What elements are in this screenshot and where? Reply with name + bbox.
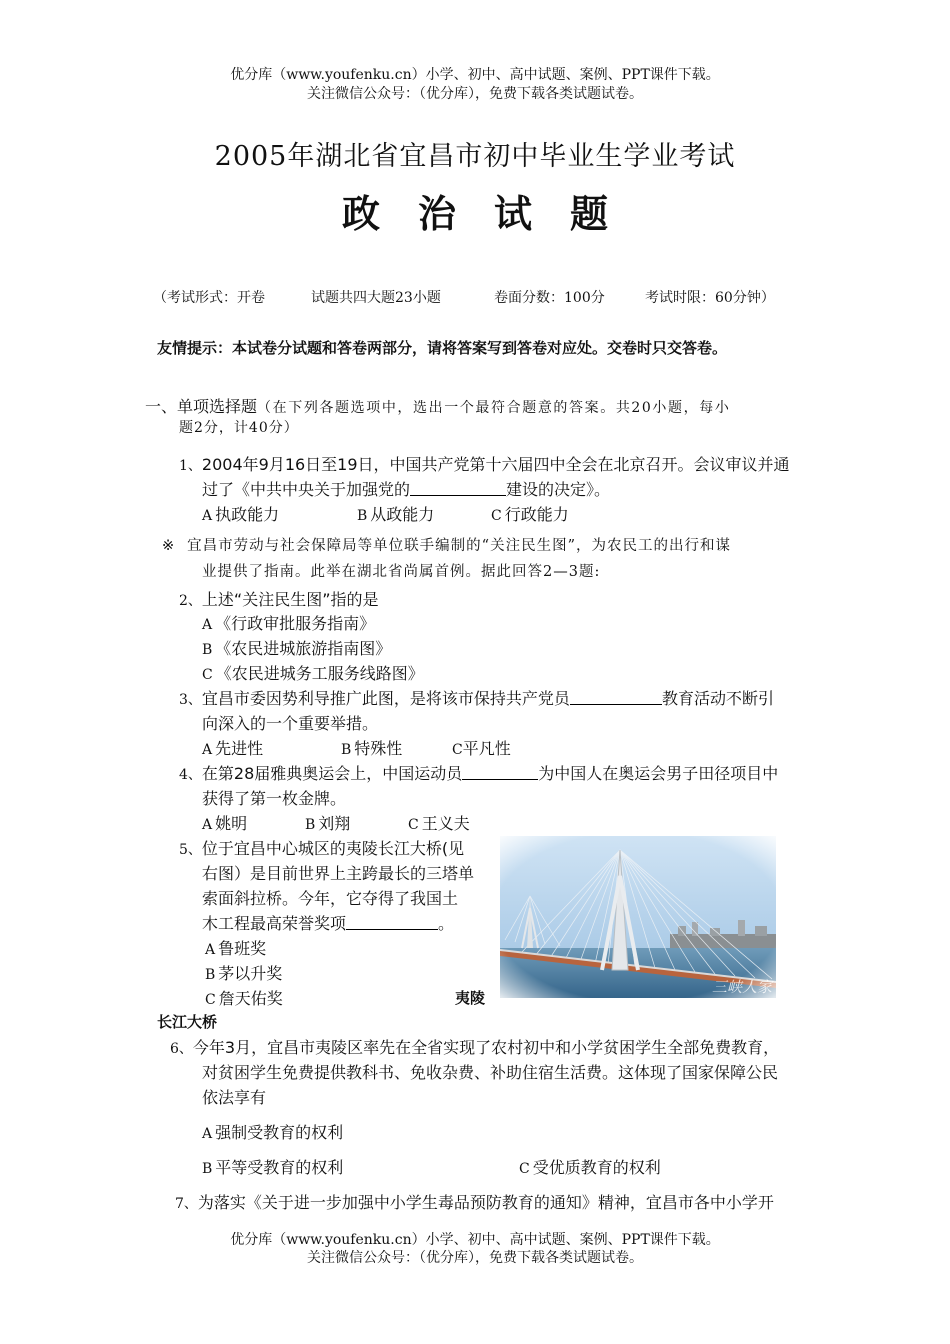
option-text: 茅以升奖 bbox=[218, 964, 283, 983]
exam-title: 2005年湖北省宜昌市初中毕业生学业考试 bbox=[214, 141, 736, 172]
question-6-line-3: 依法享有 bbox=[202, 1088, 267, 1107]
option-letter: B bbox=[202, 642, 213, 658]
note-text: 宜昌市劳动与社会保障局等单位联手编制的“关注民生图”，为农民工的出行和谋 bbox=[187, 538, 731, 554]
option-text: 执政能力 bbox=[215, 505, 280, 524]
friendly-tip: 友情提示：本试卷分试题和答卷两部分，请将答案写到答卷对应处。交卷时只交答卷。 bbox=[157, 339, 728, 357]
question-5 bbox=[179, 836, 464, 863]
option-letter: A bbox=[205, 942, 216, 958]
question-number: 3、 bbox=[179, 692, 202, 708]
option-b[interactable] bbox=[205, 961, 282, 984]
question-3-line-2: 向深入的一个重要举措。 bbox=[202, 714, 379, 733]
option-c[interactable] bbox=[408, 811, 470, 834]
header-line-2: 关注微信公众号：（优分库），免费下载各类试题试卷。 bbox=[307, 86, 643, 102]
question-text: 位于宜昌中心城区的夷陵长江大桥(见 bbox=[201, 839, 465, 858]
answer-blank bbox=[462, 765, 538, 780]
option-text: 强制受教育的权利 bbox=[215, 1123, 344, 1142]
option-a[interactable] bbox=[202, 502, 279, 525]
question-5-line-3: 索面斜拉桥。今年，它夺得了我国土 bbox=[202, 889, 459, 908]
section-label: 一、单项选择题 bbox=[145, 397, 258, 416]
option-text: 平凡性 bbox=[462, 739, 511, 758]
option-letter: B bbox=[341, 742, 352, 758]
footer-line-1: 优分库（www.youfenku.cn）小学、初中、高中试题、案例、PPT课件下载。 bbox=[230, 1232, 720, 1248]
option-c[interactable] bbox=[491, 502, 569, 525]
option-a[interactable] bbox=[202, 736, 263, 759]
option-text: 特殊性 bbox=[354, 739, 403, 758]
option-letter: A bbox=[202, 742, 213, 758]
option-b[interactable] bbox=[202, 636, 391, 659]
subject-title: 政治试题 bbox=[341, 191, 646, 236]
question-text: 为中国人在奥运会男子田径项目中 bbox=[538, 764, 779, 783]
option-text: 姚明 bbox=[215, 814, 248, 833]
question-text: 。 bbox=[438, 914, 455, 933]
option-c[interactable] bbox=[202, 661, 424, 684]
question-text: 为落实《关于进一步加强中小学生毒品预防教育的通知》精神，宜昌市各中小学开 bbox=[197, 1193, 774, 1212]
option-b[interactable] bbox=[357, 502, 434, 525]
option-text: 《农民进城旅游指南图》 bbox=[215, 639, 392, 658]
option-text: 平等受教育的权利 bbox=[215, 1158, 344, 1177]
question-7 bbox=[175, 1190, 774, 1217]
option-letter: B bbox=[202, 1161, 213, 1177]
question-1-line-2 bbox=[202, 477, 610, 502]
question-text: 宜昌市委因势利导推广此图，是将该市保持共产党员 bbox=[201, 689, 570, 708]
exam-score: 卷面分数：100分 bbox=[494, 290, 605, 306]
question-4 bbox=[179, 761, 778, 788]
option-letter: C bbox=[452, 742, 463, 758]
question-3 bbox=[179, 686, 774, 713]
section-desc-2: 题2分，计40分） bbox=[179, 420, 299, 436]
bridge-photo bbox=[500, 836, 776, 998]
question-number: 2、 bbox=[179, 593, 202, 609]
option-text: 詹天佑奖 bbox=[218, 989, 283, 1008]
question-1 bbox=[179, 452, 790, 479]
question-number: 6、 bbox=[170, 1041, 193, 1057]
question-2 bbox=[179, 587, 379, 614]
option-b[interactable] bbox=[341, 736, 402, 759]
question-text-line-1: 2004年9月16日至19日，中国共产党第十六届四中全会在北京召开。会议审议并通 bbox=[201, 455, 790, 474]
question-5-line-2: 右图）是目前世界上主跨最长的三塔单 bbox=[202, 864, 475, 883]
exam-time-limit: 考试时限：60分钟） bbox=[645, 290, 775, 306]
option-letter: C bbox=[519, 1161, 530, 1177]
question-6 bbox=[170, 1035, 779, 1062]
option-letter: A bbox=[202, 1126, 213, 1142]
option-text: 鲁班奖 bbox=[218, 939, 267, 958]
question-text: 上述“关注民生图”指的是 bbox=[201, 590, 379, 609]
question-6-line-2: 对贫困学生免费提供教科书、免收杂费、补助住宿生活费。这体现了国家保障公民 bbox=[202, 1063, 779, 1082]
option-letter: B bbox=[357, 508, 368, 524]
option-c[interactable] bbox=[452, 736, 511, 759]
question-text: 教育活动不断引 bbox=[661, 689, 774, 708]
question-text: 在第28届雅典奥运会上，中国运动员 bbox=[201, 764, 463, 783]
option-text: 《农民进城务工服务线路图》 bbox=[215, 664, 424, 683]
footer-line-2: 关注微信公众号：（优分库），免费下载各类试题试卷。 bbox=[307, 1250, 643, 1266]
option-text: 从政能力 bbox=[370, 505, 435, 524]
exam-format: （考试形式：开卷 bbox=[153, 290, 265, 306]
photo-caption-2: 长江大桥 bbox=[157, 1013, 218, 1031]
question-number: 7、 bbox=[175, 1196, 198, 1212]
option-letter: B bbox=[205, 967, 216, 983]
photo-caption-1: 夷陵 bbox=[455, 989, 486, 1007]
option-b[interactable] bbox=[305, 811, 350, 834]
question-text: 建设的决定》。 bbox=[506, 480, 611, 499]
option-letter: C bbox=[408, 817, 419, 833]
question-5-line-4 bbox=[202, 911, 454, 936]
option-text: 受优质教育的权利 bbox=[532, 1158, 661, 1177]
option-b[interactable] bbox=[202, 1155, 343, 1178]
answer-blank bbox=[410, 481, 506, 496]
option-c[interactable] bbox=[205, 986, 283, 1009]
option-letter: C bbox=[491, 508, 502, 524]
option-letter: A bbox=[202, 817, 213, 833]
question-4-line-2: 获得了第一枚金牌。 bbox=[202, 789, 347, 808]
option-text: 行政能力 bbox=[504, 505, 569, 524]
note-mark-icon: ※ bbox=[162, 538, 176, 554]
note-line-2: 业提供了指南。此举在湖北省尚属首例。据此回答2—3题: bbox=[202, 564, 601, 580]
option-letter: A bbox=[202, 508, 213, 524]
option-a[interactable] bbox=[205, 936, 266, 959]
option-letter: B bbox=[305, 817, 316, 833]
note-line-1 bbox=[162, 533, 731, 559]
section-heading bbox=[145, 394, 730, 417]
option-c[interactable] bbox=[519, 1155, 661, 1178]
question-text: 木工程最高荣誉奖项 bbox=[202, 914, 347, 933]
question-number: 5、 bbox=[179, 842, 202, 858]
option-text: 王义夫 bbox=[421, 814, 470, 833]
exam-question-count: 试题共四大题23小题 bbox=[311, 290, 441, 306]
question-text: 过了《中共中央关于加强党的 bbox=[202, 480, 411, 499]
question-number: 1、 bbox=[179, 458, 202, 474]
option-letter: A bbox=[202, 617, 213, 633]
option-a[interactable] bbox=[202, 811, 247, 834]
section-desc-1: （在下列各题选项中，选出一个最符合题意的答案。共20小题，每小 bbox=[257, 400, 731, 416]
option-a[interactable] bbox=[202, 611, 375, 634]
option-a[interactable] bbox=[202, 1120, 343, 1143]
question-number: 4、 bbox=[179, 767, 202, 783]
answer-blank bbox=[346, 915, 438, 930]
option-text: 《行政审批服务指南》 bbox=[215, 614, 376, 633]
answer-blank bbox=[570, 690, 662, 705]
option-letter: C bbox=[202, 667, 213, 683]
header-line-1: 优分库（www.youfenku.cn）小学、初中、高中试题、案例、PPT课件下载。 bbox=[230, 67, 720, 83]
photo-watermark: 三峡人家 bbox=[712, 978, 773, 996]
option-text: 刘翔 bbox=[318, 814, 351, 833]
option-text: 先进性 bbox=[215, 739, 264, 758]
option-letter: C bbox=[205, 992, 216, 1008]
question-text: 今年3月，宜昌市夷陵区率先在全省实现了农村初中和小学贫困学生全部免费教育， bbox=[192, 1038, 780, 1057]
